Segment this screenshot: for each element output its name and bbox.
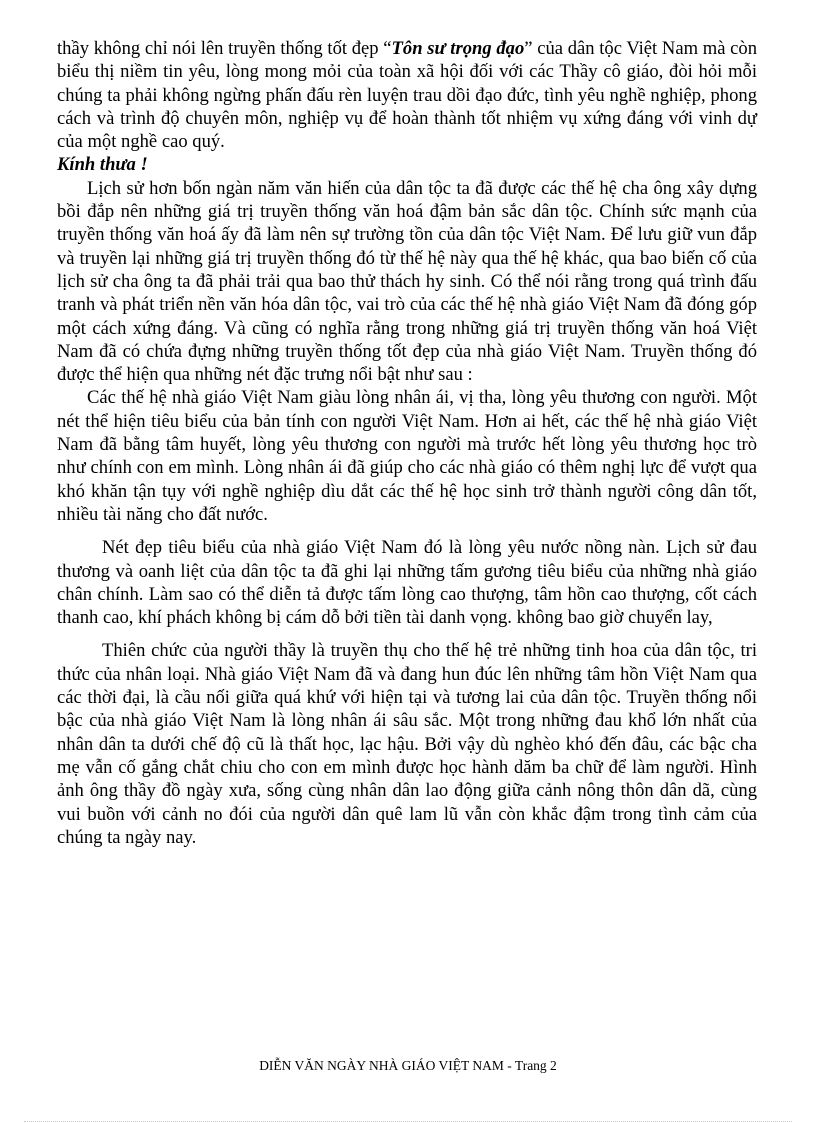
- paragraph-vocation: Thiên chức của người thầy là truyền thụ cho thế hệ trẻ những tinh hoa của dân tộc, tri thức của nhân loại. Nhà giáo Việt Nam đã và đang hun đúc lên những tâm hồn Việt Nam qua các thời đại, là cầu nối giữa quá khứ với hiện tại và tương lai của dân tộc. Truyền thống nổi bậc của nhà giáo Việt Nam là lòng nhân ái sâu sắc. Một trong những đau khổ lớn nhất của nhân dân ta dưới chế độ cũ là thất học, lạc hậu. Bởi vậy dù nghèo khó đến đâu, các bậc cha mẹ vẫn cố gắng chắt chiu cho con em mình được học hành dăm ba chữ để làm người. Hình ảnh ông thầy đồ ngày xưa, sống cùng nhân dân lao động giữa cảnh nông thôn dân dã, cùng vui buồn với cảnh no đói của người dân quê lam lũ vẫn còn khắc đậm trong tình cảm của chúng ta ngày nay.: [57, 640, 757, 848]
- paragraph-heritage: Lịch sử hơn bốn ngàn năm văn hiến của dân tộc ta đã được các thế hệ cha ông xây dựng bồi đắp nên những giá trị truyền thống văn hoá đậm bản sắc dân tộc. Chính sức mạnh của truyền thống văn hoá ấy đã làm nên sự trường tồn của dân tộc Việt Nam. Để lưu giữ vun đắp và truyền lại những giá trị truyền thống đó từ thế hệ này qua thế hệ khác, qua bao biến cố của lịch sử cha ông ta đã phải trải qua bao thử thách hy sinh. Có thể nói rằng trong quá trình đấu tranh và phát triển nền văn hóa dân tộc, vai trò của các thế hệ nhà giáo Việt Nam đã đóng góp một cách xứng đáng. Và cũng có nghĩa rằng trong những giá trị truyền thống văn hoá Việt Nam đã có chứa đựng những truyền thống tốt đẹp của nhà giáo Việt Nam. Truyền thống đó được thể hiện qua những nét đặc trưng nổi bật như sau :: [57, 177, 757, 386]
- salutation-heading: Kính thưa !: [57, 154, 148, 176]
- intro-before: thầy không chỉ nói lên truyền thống tốt đẹp “: [57, 38, 392, 59]
- page-bottom-divider: [24, 1121, 792, 1122]
- intro-paragraph: [57, 37, 757, 153]
- intro-emphasis: Tôn sư trọng đạo: [391, 38, 525, 59]
- page-footer: DIỄN VĂN NGÀY NHÀ GIÁO VIỆT NAM - Trang 2: [259, 1058, 557, 1073]
- intro-after: ” của dân tộc Việt Nam mà còn biểu thị niềm tin yêu, lòng mong mỏi của toàn xã hội đối với các Thầy cô giáo, đòi hỏi mỗi chúng ta phải không ngừng phấn đấu rèn luyện trau dồi đạo đức, tình yêu nghề nghiệp, phong cách và trình độ chuyên môn, nghiệp vụ để hoàn thành tốt nhiệm vụ xứng đáng với vinh dự của một nghề cao quý.: [57, 38, 758, 153]
- document-body: [57, 37, 757, 849]
- paragraph-patriotism: Nét đẹp tiêu biểu của nhà giáo Việt Nam đó là lòng yêu nước nồng nàn. Lịch sử đau thương và oanh liệt của dân tộc ta đã ghi lại những tấm gương tiêu biểu của những nhà giáo chân chính. Làm sao có thể diễn tả được tấm lòng cao thượng, tâm hồn cao thượng, cốt cách thanh cao, khí phách không bị cám dỗ bởi tiền tài danh vọng. không bao giờ chuyển lay,: [57, 537, 757, 629]
- paragraph-compassion: Các thế hệ nhà giáo Việt Nam giàu lòng nhân ái, vị tha, lòng yêu thương con người. Một nét thể hiện tiêu biểu của bản tính con người Việt Nam. Hơn ai hết, các thế hệ nhà giáo Việt Nam đã bằng tâm huyết, lòng yêu thương con người mà trước hết lòng yêu thương học trò như chính con em mình. Lòng nhân ái đã giúp cho các nhà giáo có thêm nghị lực để vượt qua khó khăn tận tụy với nghề nghiệp dìu dắt các thế hệ học sinh trở thành người công dân tốt, nhiều tài năng cho đất nước.: [57, 387, 757, 525]
